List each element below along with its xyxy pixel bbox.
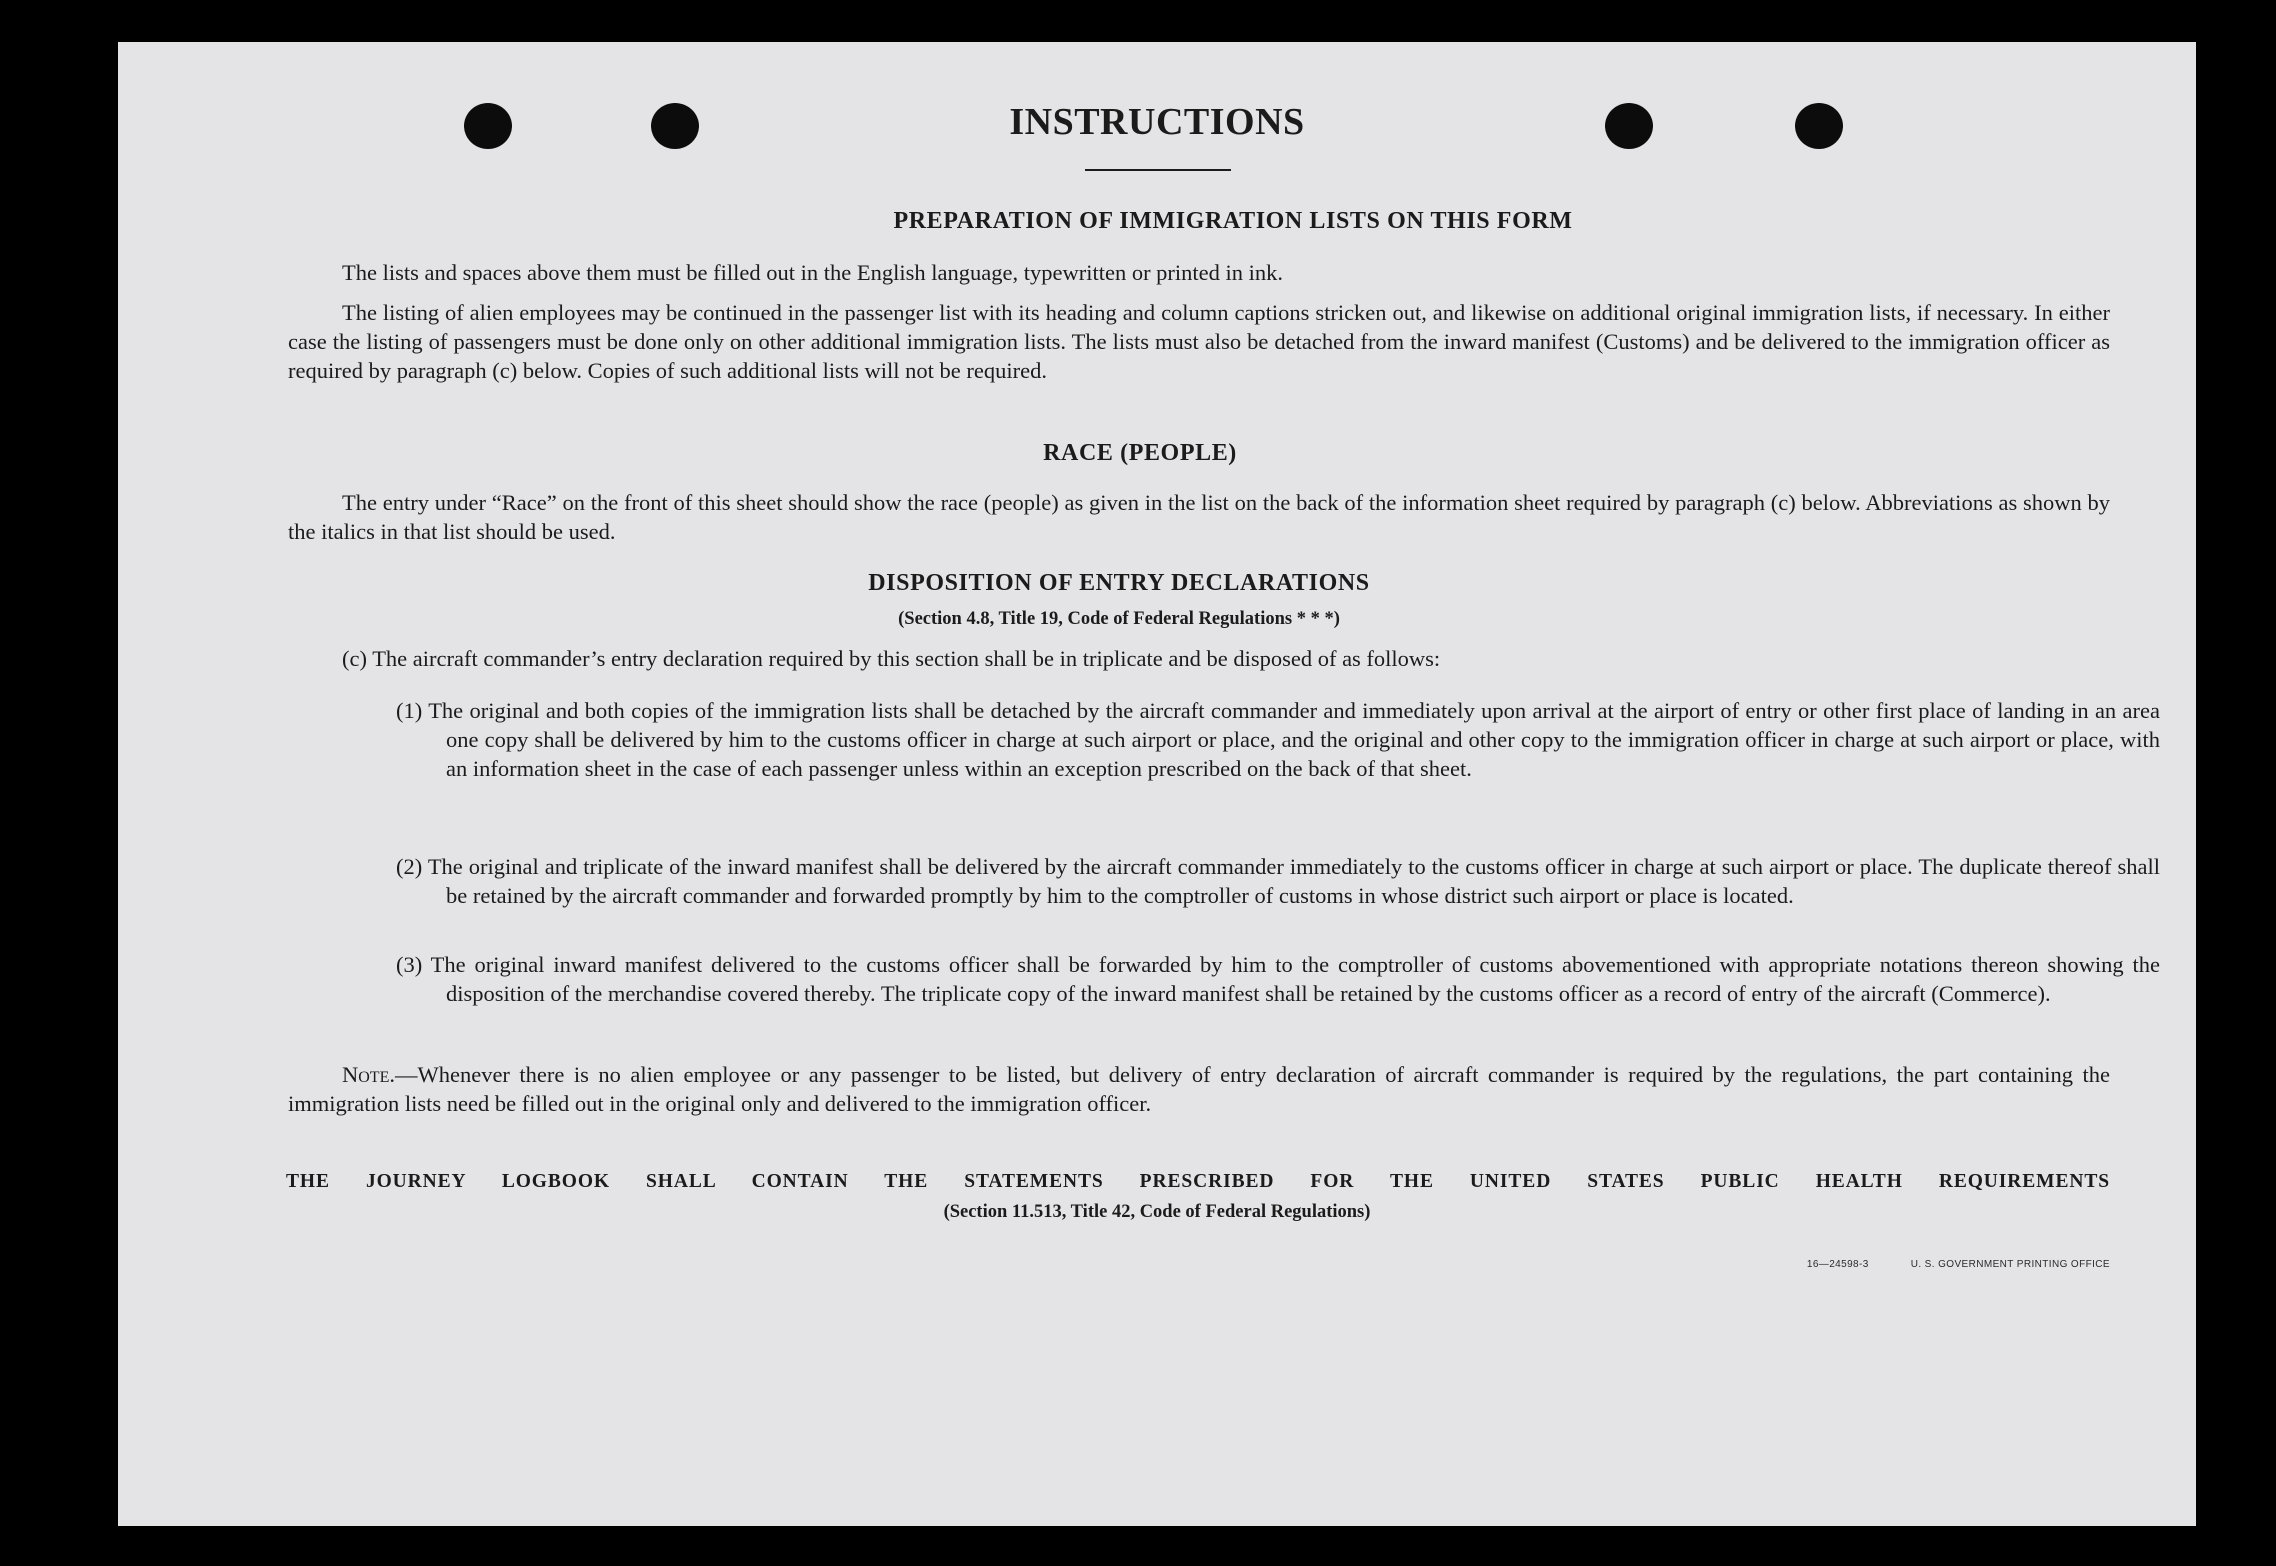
disposition-citation: (Section 4.8, Title 19, Code of Federal Regulations * * *) [898, 609, 1340, 629]
note-text: —Whenever there is no alien employee or any passenger to be listed, but delivery of entry declaration of aircraft commander is required by the regulations, the part containing the immigration lists need be filled out in the original only and delivered to the immigration officer. [288, 1062, 2110, 1116]
preparation-paragraph-2: The listing of alien employees may be continued in the passenger list with its heading and column captions stricken out, and likewise on additional original immigration lists, if necessary. In either case the listing of passengers must be done only on other additional immigration lists. The lists must also be detached from the inward manifest (Customs) and be delivered to the immigration officer as required by paragraph (c) below. Copies of such additional lists will not be required. [288, 300, 2110, 383]
document-page [118, 42, 2196, 1526]
form-number: 16—24598-3 [1806, 1259, 1869, 1270]
preparation-paragraph-1: The lists and spaces above them must be filled out in the English language, typewritten or printed in ink. [342, 260, 1284, 285]
page-title: INSTRUCTIONS [1009, 101, 1305, 143]
printer-imprint: U. S. GOVERNMENT PRINTING OFFICE [1910, 1259, 2110, 1270]
disposition-heading: DISPOSITION OF ENTRY DECLARATIONS [868, 570, 1370, 596]
note-label: Note. [342, 1062, 395, 1087]
logbook-citation: (Section 11.513, Title 42, Code of Federal Regulations) [943, 1202, 1371, 1222]
footer-imprint [1807, 1259, 2110, 1270]
disposition-item-1: (1) The original and both copies of the immigration lists shall be detached by the aircraft commander and immediately upon arrival at the airport of entry or other first place of landing in an area one copy shall be delivered by him to the customs officer in charge at such airport or place, and the original and other copy to the immigration officer in charge at such airport or place, with an information sheet in the case of each passenger unless within an exception prescribed on the back of that sheet. [396, 698, 2160, 781]
note-paragraph [288, 1060, 2110, 1118]
logbook-heading: THE JOURNEY LOGBOOK SHALL CONTAIN THE STATEMENTS PRESCRIBED FOR THE UNITED STATES PUBLIC HEALTH REQUIREMENTS [286, 1171, 2110, 1192]
title-underline [1085, 169, 1231, 171]
disposition-item-2: (2) The original and triplicate of the inward manifest shall be delivered by the aircraft commander immediately to the customs officer in charge at such airport or place. The duplicate thereof shall be retained by the aircraft commander and forwarded promptly by him to the comptroller of customs in whose district such airport or place is located. [396, 854, 2160, 908]
race-heading: RACE (PEOPLE) [1043, 440, 1237, 466]
disposition-intro: (c) The aircraft commander’s entry declaration required by this section shall be in triplicate and be disposed of as follows: [342, 646, 1441, 671]
race-paragraph: The entry under “Race” on the front of this sheet should show the race (people) as given in the list on the back of the information sheet required by paragraph (c) below. Abbreviations as shown by the italics in that list should be used. [288, 490, 2110, 544]
disposition-item-3: (3) The original inward manifest delivered to the customs officer shall be forwarded by him to the comptroller of customs abovementioned with appropriate notations thereon showing the disposition of the merchandise covered thereby. The triplicate copy of the inward manifest shall be retained by the customs officer as a record of entry of the aircraft (Commerce). [396, 952, 2160, 1006]
preparation-heading: PREPARATION OF IMMIGRATION LISTS ON THIS FORM [893, 208, 1573, 234]
